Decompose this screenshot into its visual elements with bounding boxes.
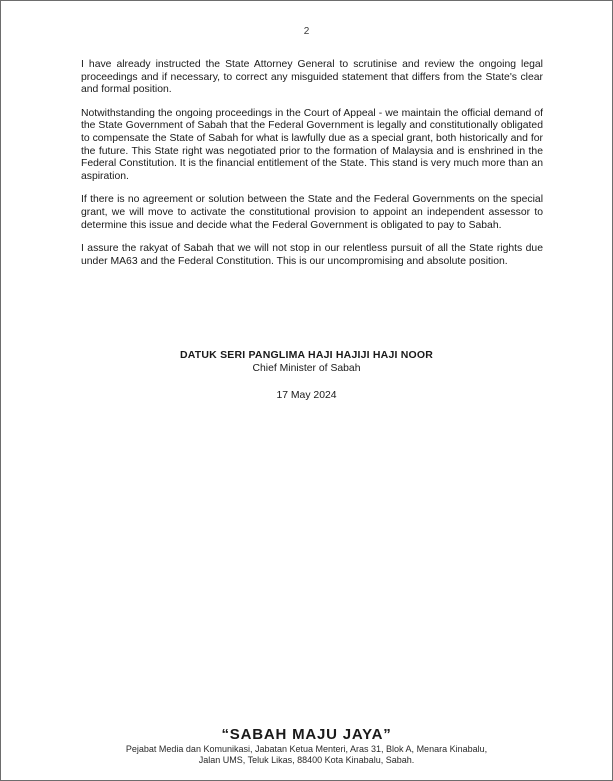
letter-body	[81, 59, 543, 279]
paragraph-assurance: I assure the rakyat of Sabah that we will not stop in our relentless pursuit of all the State rights due under MA63 and the Federal Constitution. This is our uncompromising and absolute position.	[81, 243, 543, 267]
paragraph-court-of-appeal: Notwithstanding the ongoing proceedings in the Court of Appeal - we maintain the official demand of the State Government of Sabah that the Federal Government is legally and constitutionally obligated to compensate the State of Sabah for what is lawfully due as a special grant, both historically and for the future. This State right was negotiated prior to the formation of Malaysia and is enshrined in the Federal Constitution. It is the financial entitlement of the State. This stand is very much more than an aspiration.	[81, 107, 543, 182]
paragraph-independent-assessor: If there is no agreement or solution between the State and the Federal Governments on the special grant, we will move to activate the constitutional provision to appoint an independent assessor to determine this issue and decide what the Federal Government is obligated to pay to Sabah.	[81, 194, 543, 231]
page-number: 2	[303, 26, 310, 37]
footer-motto: “SABAH MAJU JAYA”	[221, 726, 392, 743]
statement-date: 17 May 2024	[276, 390, 337, 401]
signatory-name: DATUK SERI PANGLIMA HAJI HAJIJI HAJI NOOR	[179, 349, 434, 361]
paragraph-attorney-general: I have already instructed the State Attorney General to scrutinise and review the ongoing legal proceedings and if necessary, to correct any misguided statement that differs from the State's clear and formal position.	[81, 59, 543, 96]
page-footer	[1, 726, 612, 766]
signature-block	[1, 349, 612, 402]
signatory-title: Chief Minister of Sabah	[252, 363, 361, 374]
footer-address-line-1: Pejabat Media dan Komunikasi, Jabatan Ketua Menteri, Aras 31, Blok A, Menara Kinabalu,	[125, 744, 488, 754]
footer-address-line-2: Jalan UMS, Teluk Likas, 88400 Kota Kinabalu, Sabah.	[198, 755, 415, 765]
